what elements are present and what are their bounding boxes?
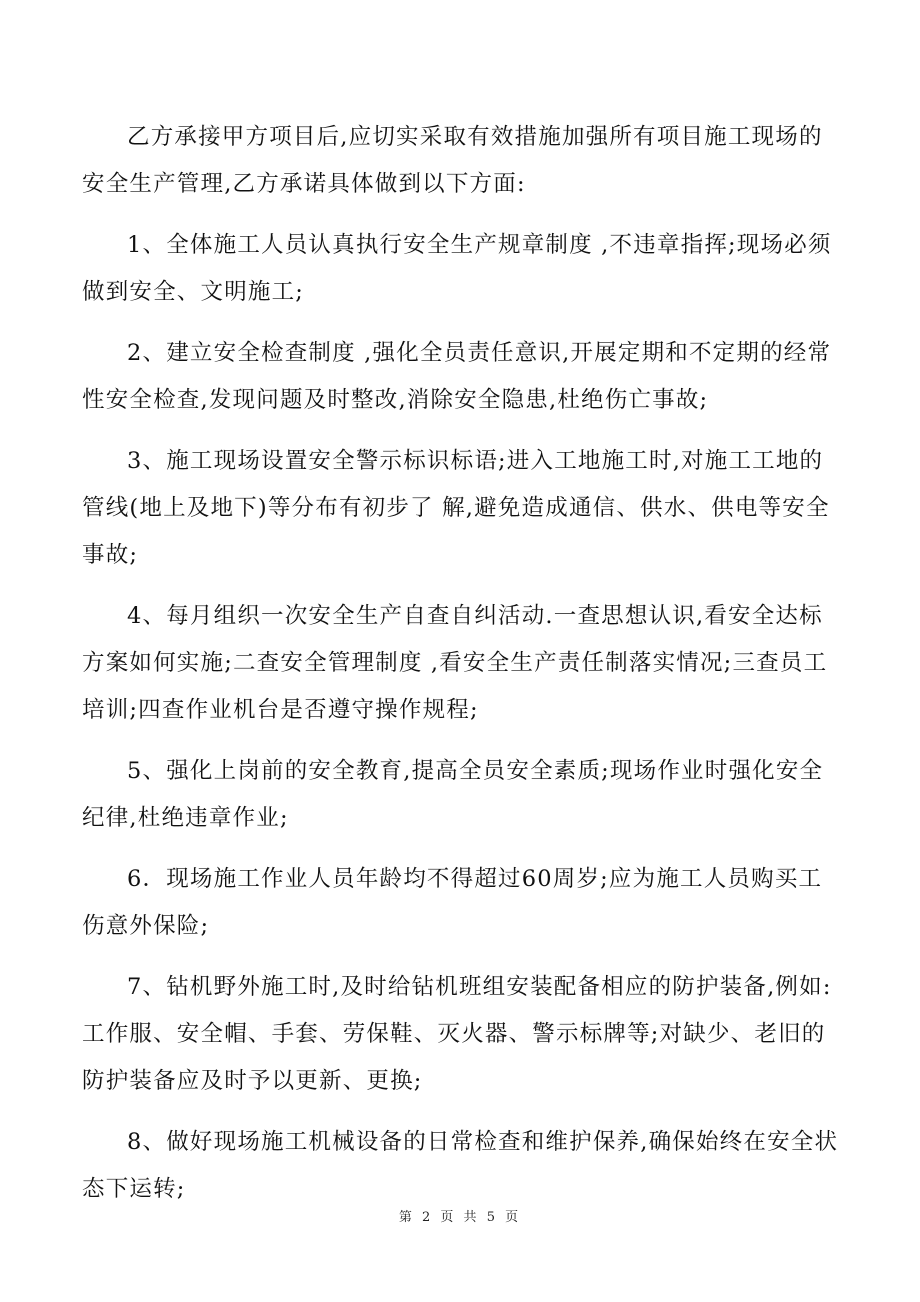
paragraph-item-2: 2、建立安全检查制度 ,强化全员责任意识,开展定期和不定期的经常性安全检查,发现问题及时整改,消除安全隐患,杜绝伤亡事故;: [82, 340, 832, 413]
paragraph-item-4: 4、每月组织一次安全生产自查自纠活动.一查思想认识,看安全达标方案如何实施;二查安全管理制度 ,看安全生产责任制落实情况;三查员工培训;四查作业机台是否遵守操作规程;: [82, 603, 828, 723]
paragraph-intro: 乙方承接甲方项目后,应切实采取有效措施加强所有项目施工现场的安全生产管理,乙方承诺具体做到以下方面:: [82, 124, 823, 197]
paragraph-item-7: 7、钻机野外施工时,及时给钻机班组安装配备相应的防护装备,例如:工作服、安全帽、手套、劳保鞋、灭火器、警示标牌等;对缺少、老旧的防护装备应及时予以更新、更换;: [82, 974, 832, 1094]
paragraph-item-5: 5、强化上岗前的安全教育,提高全员安全素质;现场作业时强化安全纪律,杜绝违章作业;: [82, 758, 824, 831]
page-number-footer: 第 2 页 共 5 页: [398, 1210, 522, 1225]
paragraph-item-6: 6．现场施工作业人员年龄均不得超过60周岁;应为施工人员购买工伤意外保险;: [82, 866, 823, 939]
paragraph-item-1: 1、全体施工人员认真执行安全生产规章制度 ,不违章指挥;现场必须做到安全、文明施工;: [82, 232, 832, 305]
document-body: [82, 114, 842, 1227]
paragraph-item-8: 8、做好现场施工机械设备的日常检查和维护保养,确保始终在安全状态下运转;: [82, 1129, 839, 1202]
paragraph-item-3: 3、施工现场设置安全警示标识标语;进入工地施工时,对施工工地的管线(地上及地下)等分布有初步了 解,避免造成通信、供水、供电等安全事故;: [82, 448, 830, 568]
